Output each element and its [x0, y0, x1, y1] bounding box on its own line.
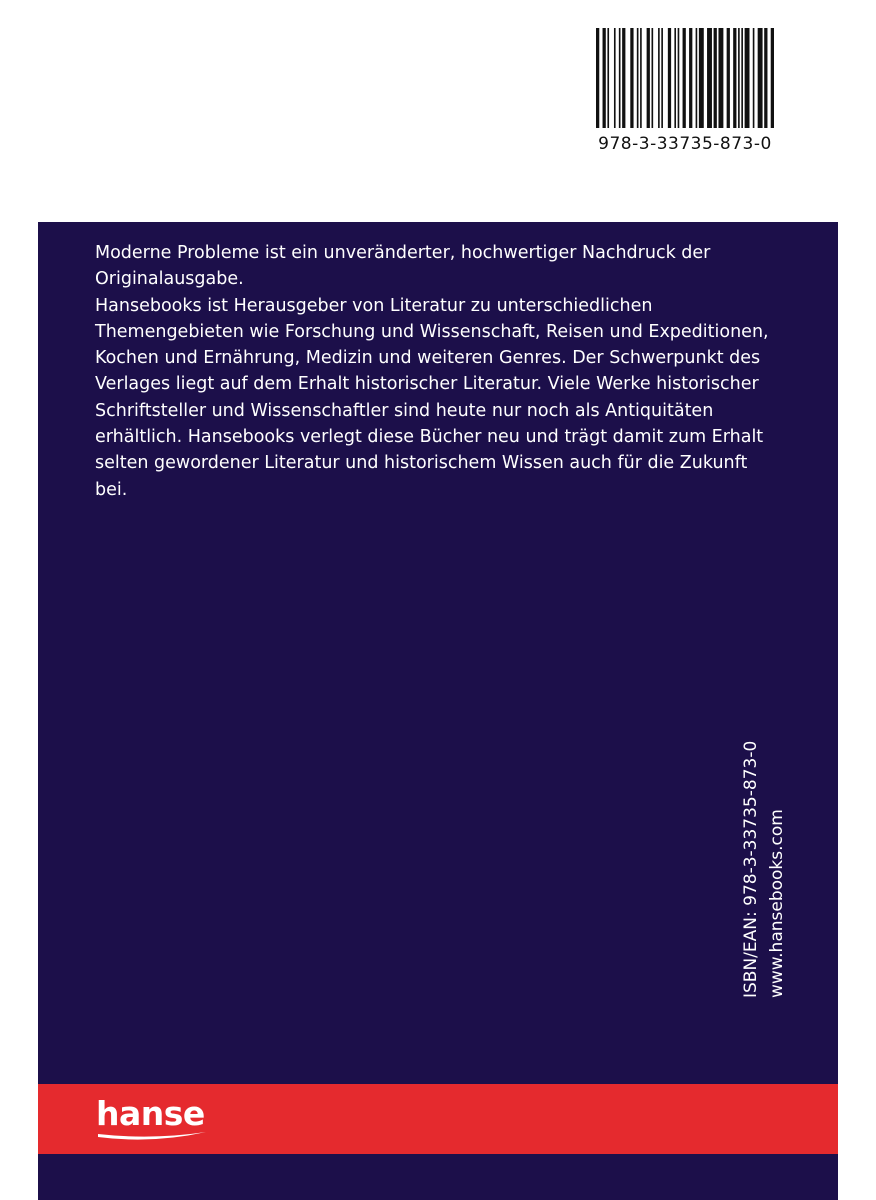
barcode-bar — [652, 28, 654, 128]
barcode-bar — [647, 28, 650, 128]
barcode-bars — [596, 28, 774, 132]
barcode-bar — [689, 28, 692, 128]
barcode-bar — [727, 28, 730, 128]
barcode-bar — [678, 28, 680, 128]
barcode-bar — [696, 28, 698, 128]
barcode-bar — [668, 28, 671, 128]
barcode-number: 978-3-33735-873-0 — [598, 134, 772, 154]
isbn-label: ISBN/EAN: 978-3-33735-873-0 — [741, 740, 761, 998]
barcode-bar — [714, 28, 717, 128]
barcode-bar — [630, 28, 633, 128]
logo-wordmark: hanse — [96, 1094, 205, 1133]
barcode-bar — [764, 28, 767, 128]
barcode-bar — [607, 28, 609, 128]
barcode-bar — [707, 28, 712, 128]
barcode-bar — [683, 28, 686, 128]
barcode-bar — [718, 28, 723, 128]
barcode-bar — [758, 28, 763, 128]
barcode-bar — [733, 28, 736, 128]
barcode-bar — [741, 28, 743, 128]
barcode-bar — [674, 28, 676, 128]
barcode-bar — [603, 28, 606, 128]
barcode-bar — [596, 28, 599, 128]
barcode-bar — [738, 28, 740, 128]
barcode-bar — [745, 28, 750, 128]
cover-panel — [38, 222, 838, 1200]
blurb-paragraph-publisher: Hansebooks ist Herausgeber von Literatur zu unterschiedlichen Themengebieten wie Forschung und Wissenschaft, Reisen und Expeditionen, Kochen und Ernährung, Medizin und weiteren Genres. Der Schwerpunkt des Verlages liegt auf dem Erhalt historischer Literatur. Viele Werke historischer Schriftsteller und Wissenschaftler sind heute nur noch als Antiquitäten erhältlich. Hansebooks verlegt diese Bücher neu und trägt damit zum Erhalt selten gewordener Literatur und historischem Wissen auch für die Zukunft bei. — [95, 295, 769, 500]
hanse-logo — [96, 1094, 216, 1146]
barcode-bar — [614, 28, 616, 128]
logo-swoosh-icon — [96, 1128, 208, 1142]
barcode-bar — [753, 28, 755, 128]
barcode-bar — [699, 28, 704, 128]
website-label: www.hansebooks.com — [767, 809, 787, 998]
publisher-band — [38, 1084, 838, 1154]
barcode — [596, 28, 774, 156]
barcode-bar — [661, 28, 663, 128]
blurb-paragraph-intro: Moderne Probleme ist ein unveränderter, hochwertiger Nachdruck der Originalausgabe. — [95, 243, 711, 290]
barcode-bar — [637, 28, 639, 128]
barcode-bar — [658, 28, 660, 128]
blurb-text — [95, 240, 775, 503]
barcode-bar — [619, 28, 621, 128]
spine-info — [738, 698, 794, 998]
barcode-bar — [771, 28, 774, 128]
barcode-bar — [622, 28, 625, 128]
barcode-bar — [640, 28, 642, 128]
